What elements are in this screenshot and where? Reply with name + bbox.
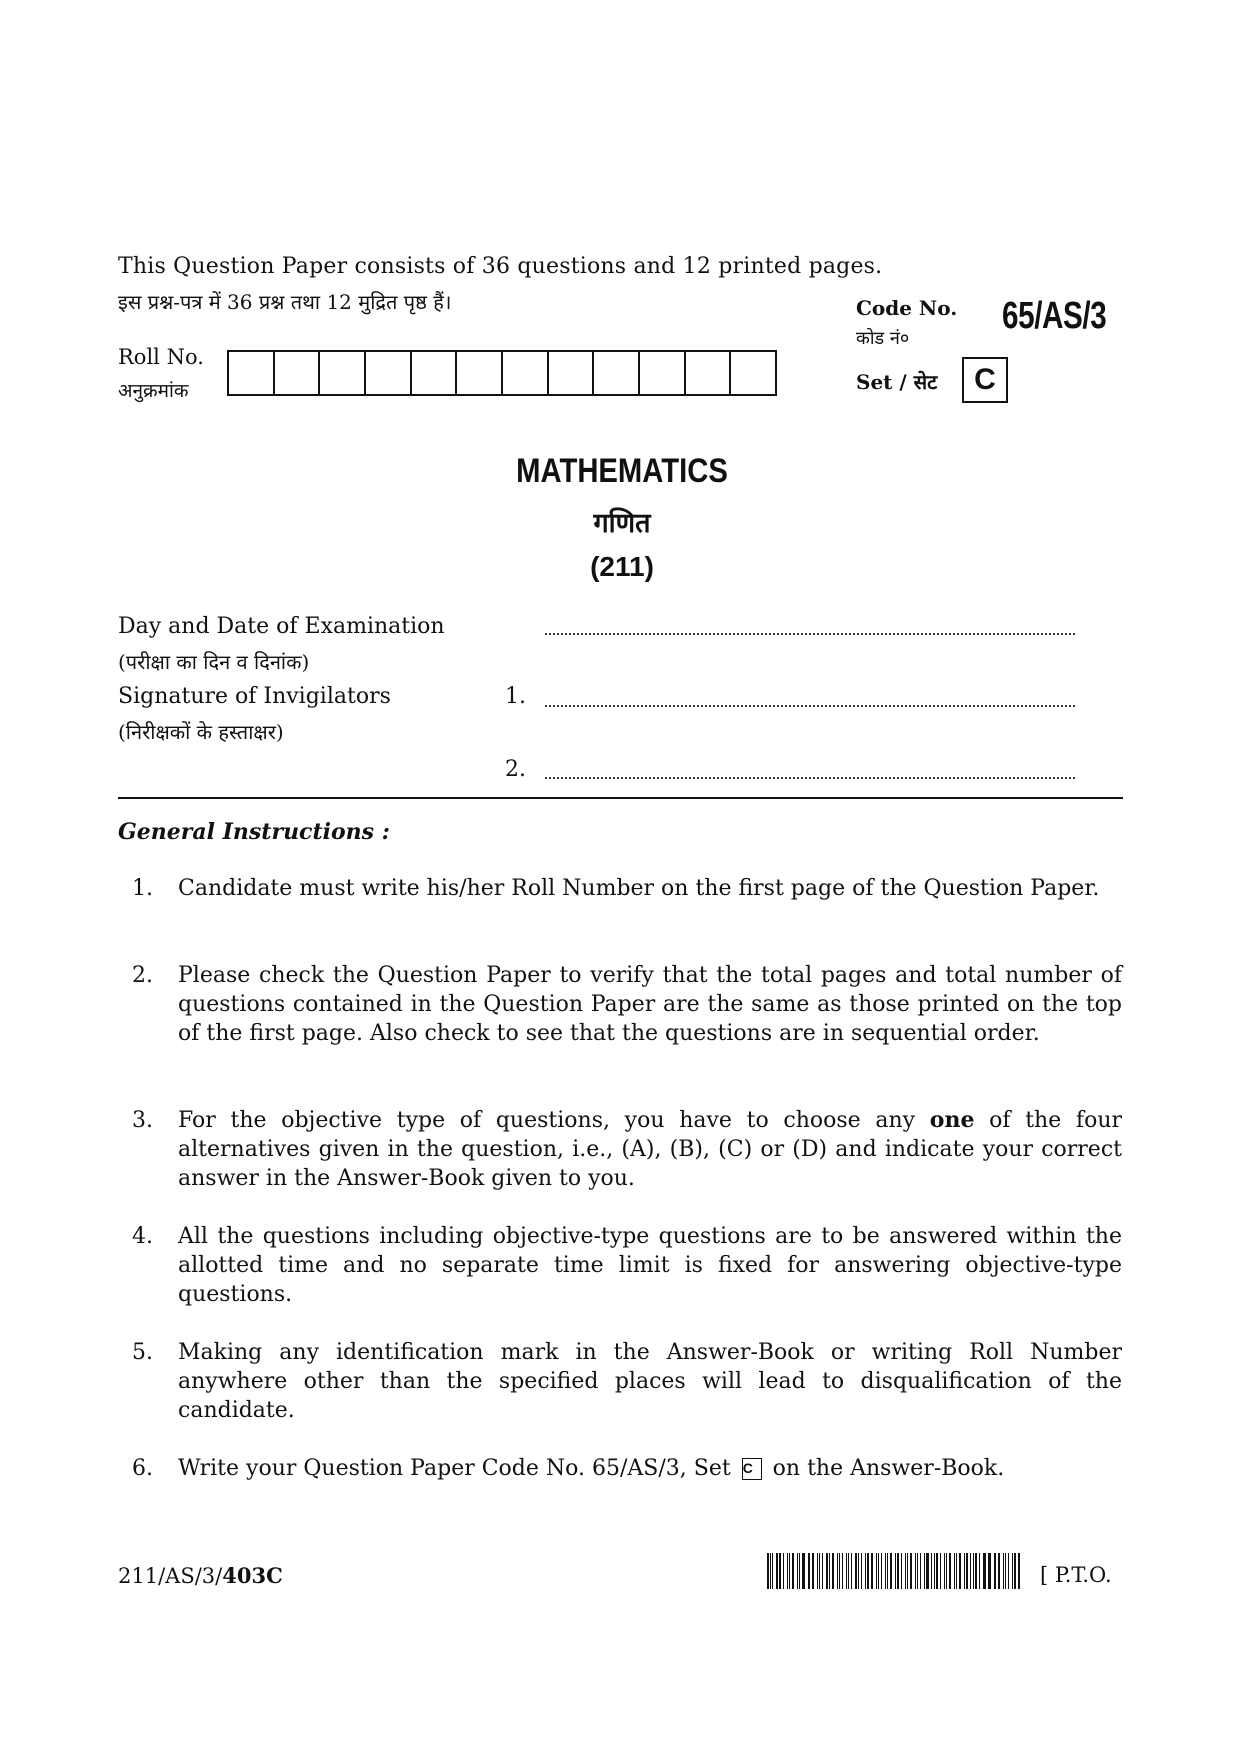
general-instructions-title: General Instructions : [118,819,390,845]
invigilator-signature-label: Signature of Invigilators [118,684,391,709]
instruction-item [118,1222,1122,1309]
roll-number-label: Roll No. [118,345,204,369]
roll-number-cell[interactable] [320,352,366,394]
roll-number-cell[interactable] [275,352,321,394]
barcode-bar [1003,1553,1004,1589]
roll-number-cell[interactable] [457,352,503,394]
barcode-bar [855,1553,857,1589]
barcode-bar [799,1553,800,1589]
signature-number-2: 2. [505,757,526,782]
roll-number-cell[interactable] [366,352,412,394]
barcode-bar [770,1553,771,1589]
barcode-bar [812,1553,814,1589]
set-inline-box: C [742,1458,762,1480]
barcode-bar [1005,1553,1007,1589]
barcode-bar [837,1553,838,1589]
barcode-bar [851,1553,852,1589]
barcode-bar [846,1553,847,1589]
barcode-bar [926,1553,928,1589]
barcode-bar [931,1553,932,1589]
barcode-bar [772,1553,773,1589]
instruction-emphasis: one [929,1107,975,1133]
footer-code-bold: 403C [222,1563,283,1588]
barcode-bar [881,1553,883,1589]
barcode-bar [817,1553,818,1589]
exam-date-label-hindi: (परीक्षा का दिन व दिनांक) [118,650,310,674]
instruction-number: 1. [132,876,153,901]
barcode-bar [949,1553,951,1589]
instruction-item [118,1454,1122,1483]
barcode-bar [808,1553,809,1589]
roll-number-boxes[interactable] [227,350,777,396]
barcode-bar [858,1553,860,1589]
instruction-text-part: Write your Question Paper Code No. 65/AS/3, Set [178,1456,738,1481]
signature-number-1: 1. [505,684,526,709]
barcode-bar [767,1553,769,1589]
instruction-text-part: of the four alternatives given in the question, i.e., (A), (B), (C) or (D) and indicate your correct answer in the Answer-Book given to you. [178,1108,1122,1191]
barcode-bar [865,1553,866,1589]
barcode-bar [910,1553,912,1589]
roll-number-cell[interactable] [503,352,549,394]
barcode-bar [995,1553,996,1589]
instruction-number: 5. [132,1340,153,1365]
instruction-number: 6. [132,1456,153,1481]
divider-line [118,797,1123,799]
instruction-text [178,1454,1122,1483]
paper-code: 65/AS/3 [1002,295,1107,337]
barcode-bar [998,1553,1000,1589]
barcode-bar [809,1553,810,1589]
signature-field-2[interactable] [545,777,1075,779]
barcode-bar [988,1553,990,1589]
barcode-bar [783,1553,784,1589]
set-box: C [962,357,1008,403]
instruction-item [118,1106,1122,1193]
barcode-bar [983,1553,984,1589]
instruction-text: All the questions including objective-type questions are to be answered within the allotted time and no separate time limit is fixed for answering objective-type questions. [178,1224,1122,1307]
barcode-bar [897,1553,899,1589]
invigilator-signature-label-hindi: (निरीक्षकों के हस्ताक्षर) [118,720,284,744]
instruction-text-part: For the objective type of questions, you have to choose any [178,1108,930,1133]
roll-number-cell[interactable] [549,352,595,394]
instruction-item [118,874,1122,903]
barcode-bar [819,1553,820,1589]
exam-date-label: Day and Date of Examination [118,614,445,639]
barcode-bar [826,1553,828,1589]
exam-date-field[interactable] [545,633,1075,635]
barcode-bar [887,1553,888,1589]
barcode-bar [905,1553,906,1589]
roll-number-cell[interactable] [640,352,686,394]
instruction-number: 2. [132,963,153,988]
barcode-bar [979,1553,980,1589]
barcode-bar [907,1553,909,1589]
barcode-bar [842,1553,844,1589]
barcode-bar [867,1553,869,1589]
barcode-bar [917,1553,918,1589]
footer-code-plain: 211/AS/3/ [118,1564,223,1588]
barcode-bar [946,1553,948,1589]
code-number-label-hindi: कोड नं० [856,328,910,349]
instruction-number: 3. [132,1108,153,1133]
barcode-bar [934,1553,935,1589]
barcode-bar [966,1553,968,1589]
roll-number-cell[interactable] [594,352,640,394]
barcode-bar [787,1553,788,1589]
barcode-bar [876,1553,877,1589]
barcode-bar [871,1553,873,1589]
barcode-bar [878,1553,879,1589]
barcode-bar [915,1553,916,1589]
instruction-text: Making any identification mark in the Answer-Book or writing Roll Number anywhere other than the specified places will lead to disqualification of the candidate. [178,1340,1122,1423]
barcode-bar [954,1553,955,1589]
instruction-text-part: on the Answer-Book. [765,1456,1005,1481]
set-label: Set / सेट [856,370,938,394]
instruction-text: Please check the Question Paper to verify that the total pages and total number of questions contained in the Question Paper are the same as those printed on the top of the first page. Also check to see that the questions are in sequential order. [178,963,1122,1046]
barcode-bar [944,1553,945,1589]
barcode-bar [975,1553,977,1589]
barcode-bar [924,1553,925,1589]
paper-summary-english: This Question Paper consists of 36 questions and 12 printed pages. [118,254,883,279]
barcode-bar [792,1553,794,1589]
barcode-bar [797,1553,799,1589]
signature-field-1[interactable] [545,705,1075,707]
barcode-bar [901,1553,902,1589]
code-number-label: Code No. [856,296,958,320]
barcode-bar [920,1553,922,1589]
roll-number-cell[interactable] [686,352,732,394]
subject-title-hindi: गणित [593,508,651,539]
roll-number-cell[interactable] [229,352,275,394]
barcode [767,1553,1023,1589]
roll-number-cell[interactable] [412,352,458,394]
barcode-bar [964,1553,965,1589]
barcode-bar [1014,1553,1016,1589]
footer-paper-code [118,1563,283,1588]
barcode-bar [895,1553,896,1589]
barcode-bar [1008,1553,1009,1589]
barcode-bar [1018,1553,1020,1589]
subject-title: MATHEMATICS [516,452,728,490]
barcode-bar [829,1553,830,1589]
barcode-bar [779,1553,781,1589]
instruction-number: 4. [132,1224,153,1249]
barcode-bar [861,1553,862,1589]
please-turn-over: [ P.T.O. [1040,1563,1112,1587]
barcode-bar [802,1553,804,1589]
instruction-item [118,1338,1122,1425]
barcode-bar [940,1553,941,1589]
barcode-bar [776,1553,778,1589]
instruction-text: Candidate must write his/her Roll Number on the first page of the Question Paper. [178,876,1100,901]
barcode-bar [984,1553,986,1589]
paper-summary-hindi: इस प्रश्न-पत्र में 36 प्रश्न तथा 12 मुद्रित पृष्ठ हैं। [118,290,452,314]
barcode-bar [890,1553,892,1589]
barcode-bar [848,1553,849,1589]
barcode-bar [789,1553,790,1589]
barcode-bar [994,1553,995,1589]
barcode-bar [839,1553,840,1589]
barcode-bar [936,1553,938,1589]
barcode-bar [822,1553,824,1589]
barcode-bar [956,1553,957,1589]
subject-code: (211) [590,551,654,582]
barcode-bar [832,1553,834,1589]
instruction-item [118,961,1122,1048]
barcode-bar [885,1553,886,1589]
barcode-bar [1012,1553,1013,1589]
instruction-text [178,1106,1122,1193]
barcode-bar [973,1553,974,1589]
roll-number-label-hindi: अनुक्रमांक [118,380,189,402]
barcode-bar [959,1553,961,1589]
roll-number-cell[interactable] [731,352,775,394]
barcode-bar [970,1553,971,1589]
